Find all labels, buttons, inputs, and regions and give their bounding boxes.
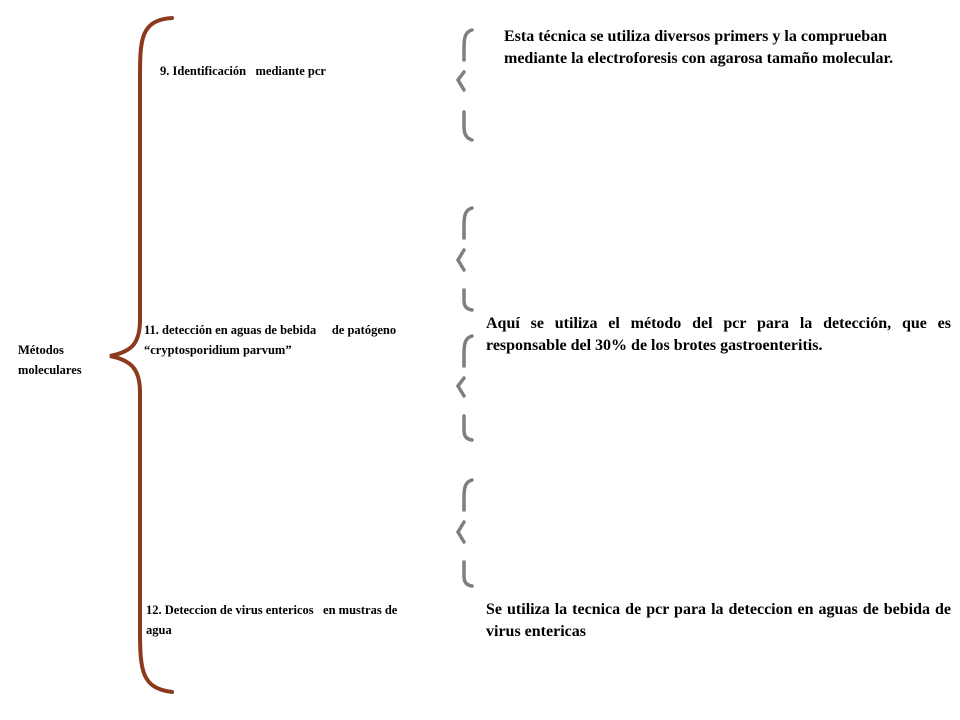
item-label-9: 9. Identificación mediante pcr [160, 64, 326, 78]
item-label-11-line2: “cryptosporidium parvum” [144, 343, 292, 357]
root-label-line2: moleculares [18, 363, 82, 377]
item-label-12-line1: 12. Deteccion de virus entericos en mustras de [146, 603, 398, 617]
item-label-12-line2: agua [146, 623, 172, 637]
item-label-11-line1: 11. detección en aguas de bebida de patógeno [144, 323, 397, 337]
root-label-line1: Métodos [18, 343, 64, 357]
item-description-11: Aquí se utiliza el método del pcr para la detección, que es responsable del 30% de los brotes gastroenteritis. [486, 315, 951, 354]
item-description-12: Se utiliza la tecnica de pcr para la deteccion en aguas de bebida de virus entericas [486, 601, 951, 640]
item-label-12 [146, 600, 476, 640]
item-label-11 [144, 320, 474, 360]
item-description-9: Esta técnica se utiliza diversos primers y la comprueban mediante la electroforesis con agarosa tamaño molecular. [504, 28, 894, 67]
